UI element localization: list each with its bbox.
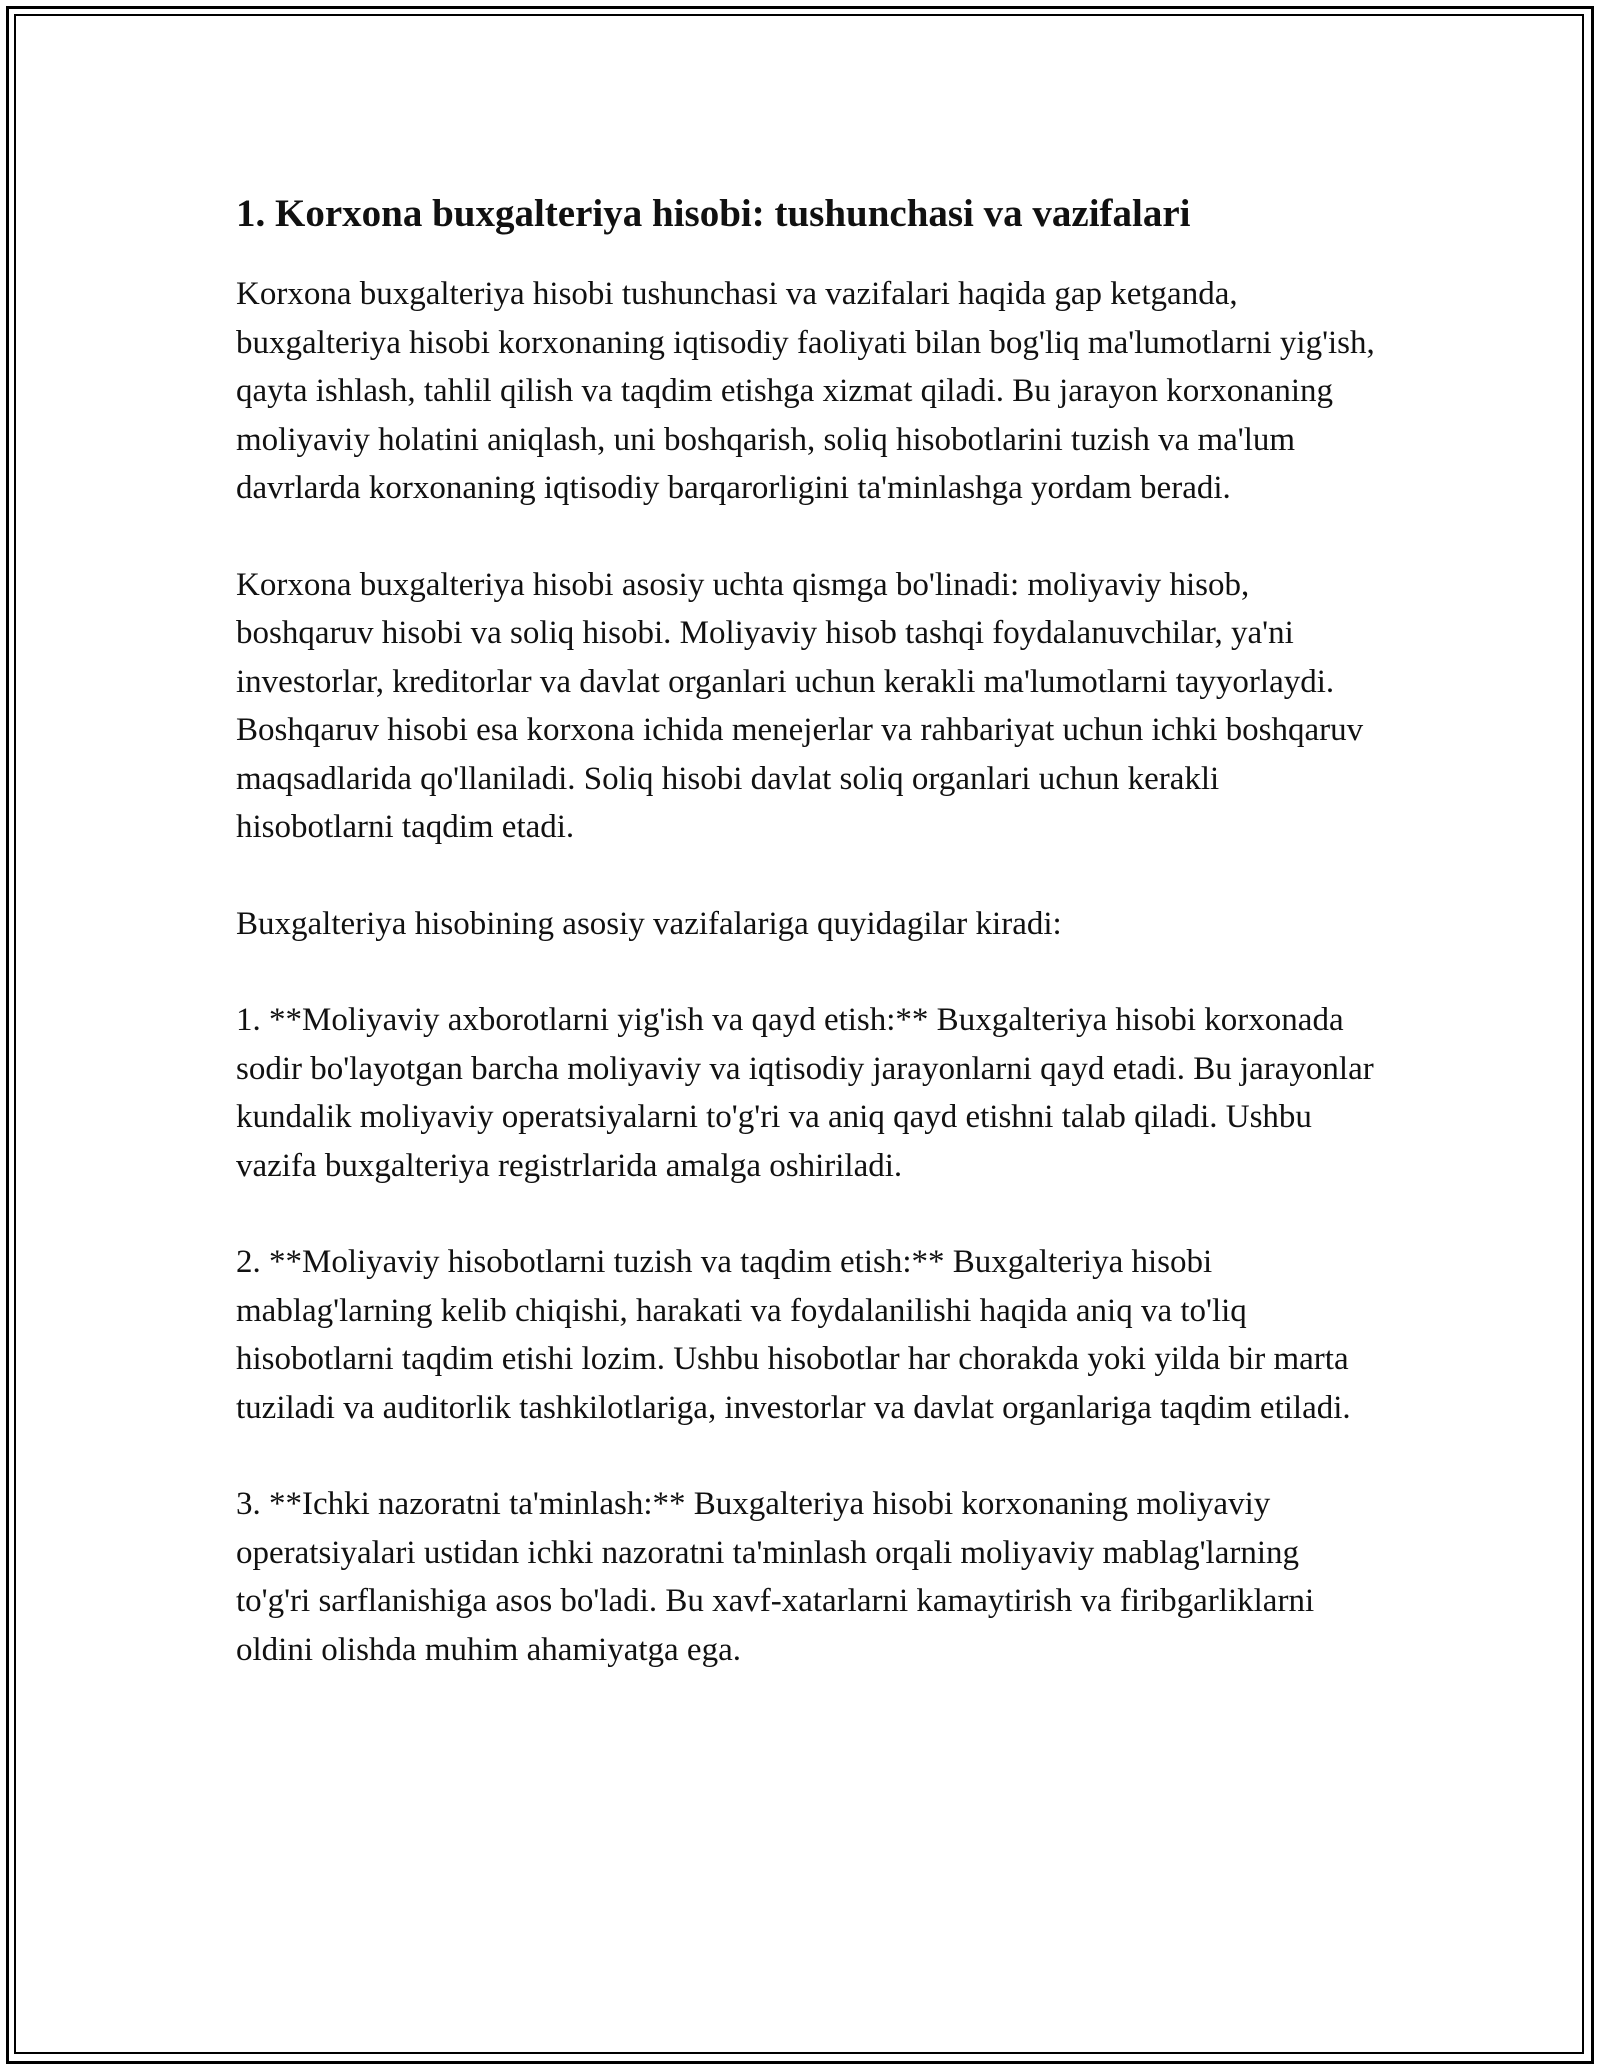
list-item-2: 2. **Moliyaviy hisobotlarni tuzish va taqdim etish:** Buxgalteriya hisobi mablag'larning kelib chiqishi, harakati va foydalanilishi haqida aniq va to'liq hisobotlarni taqdim etishi lozim. Ushbu hisobotlar har chorakda yoki yilda bir marta tuziladi va auditorlik tashkilotlariga, investorlar va davlat organlariga taqdim etiladi.	[236, 1244, 1351, 1426]
paragraph-tasks-intro: Buxgalteriya hisobining asosiy vazifalariga quyidagilar kiradi:	[236, 905, 1062, 942]
paragraph-intro: Korxona buxgalteriya hisobi tushunchasi va vazifalari haqida gap ketganda, buxgalteriya hisobi korxonaning iqtisodiy faoliyati bilan bog'liq ma'lumotlarni yig'ish, qayta ishlash, tahlil qilish va taqdim etishga xizmat qiladi. Bu jarayon korxonaning moliyaviy holatini aniqlash, uni boshqarish, soliq hisobotlarini tuzish va ma'lum davrlarda korxonaning iqtisodiy barqarorligini ta'minlashga yordam beradi.	[236, 276, 1375, 506]
document-title: 1. Korxona buxgalteriya hisobi: tushunchasi va vazifalari	[236, 192, 1191, 235]
list-item-3: 3. **Ichki nazoratni ta'minlash:** Buxgalteriya hisobi korxonaning moliyaviy operatsiyalari ustidan ichki nazoratni ta'minlash orqali moliyaviy mablag'larning to'g'ri sarflanishiga asos bo'ladi. Bu xavf-xatarlarni kamaytirish va firibgarliklarni oldini olishda muhim ahamiyatga ega.	[236, 1486, 1315, 1668]
paragraph-parts: Korxona buxgalteriya hisobi asosiy uchta qismga bo'linadi: moliyaviy hisob, boshqaruv hisobi va soliq hisobi. Moliyaviy hisob tashqi foydalanuvchilar, ya'ni investorlar, kreditorlar va davlat organlari uchun kerakli ma'lumotlarni tayyorlaydi. Boshqaruv hisobi esa korxona ichida menejerlar va rahbariyat uchun ichki boshqaruv maqsadlarida qo'llaniladi. Soliq hisobi davlat soliq organlari uchun kerakli hisobotlarni taqdim etadi.	[236, 566, 1364, 845]
list-item-1: 1. **Moliyaviy axborotlarni yig'ish va qayd etish:** Buxgalteriya hisobi korxonada sodir bo'layotgan barcha moliyaviy va iqtisodiy jarayonlarni qayd etadi. Bu jarayonlar kundalik moliyaviy operatsiyalarni to'g'ri va aniq qayd etishni talab qiladi. Ushbu vazifa buxgalteriya registrlarida amalga oshiriladi.	[236, 1002, 1374, 1184]
document-body	[236, 188, 1376, 1722]
